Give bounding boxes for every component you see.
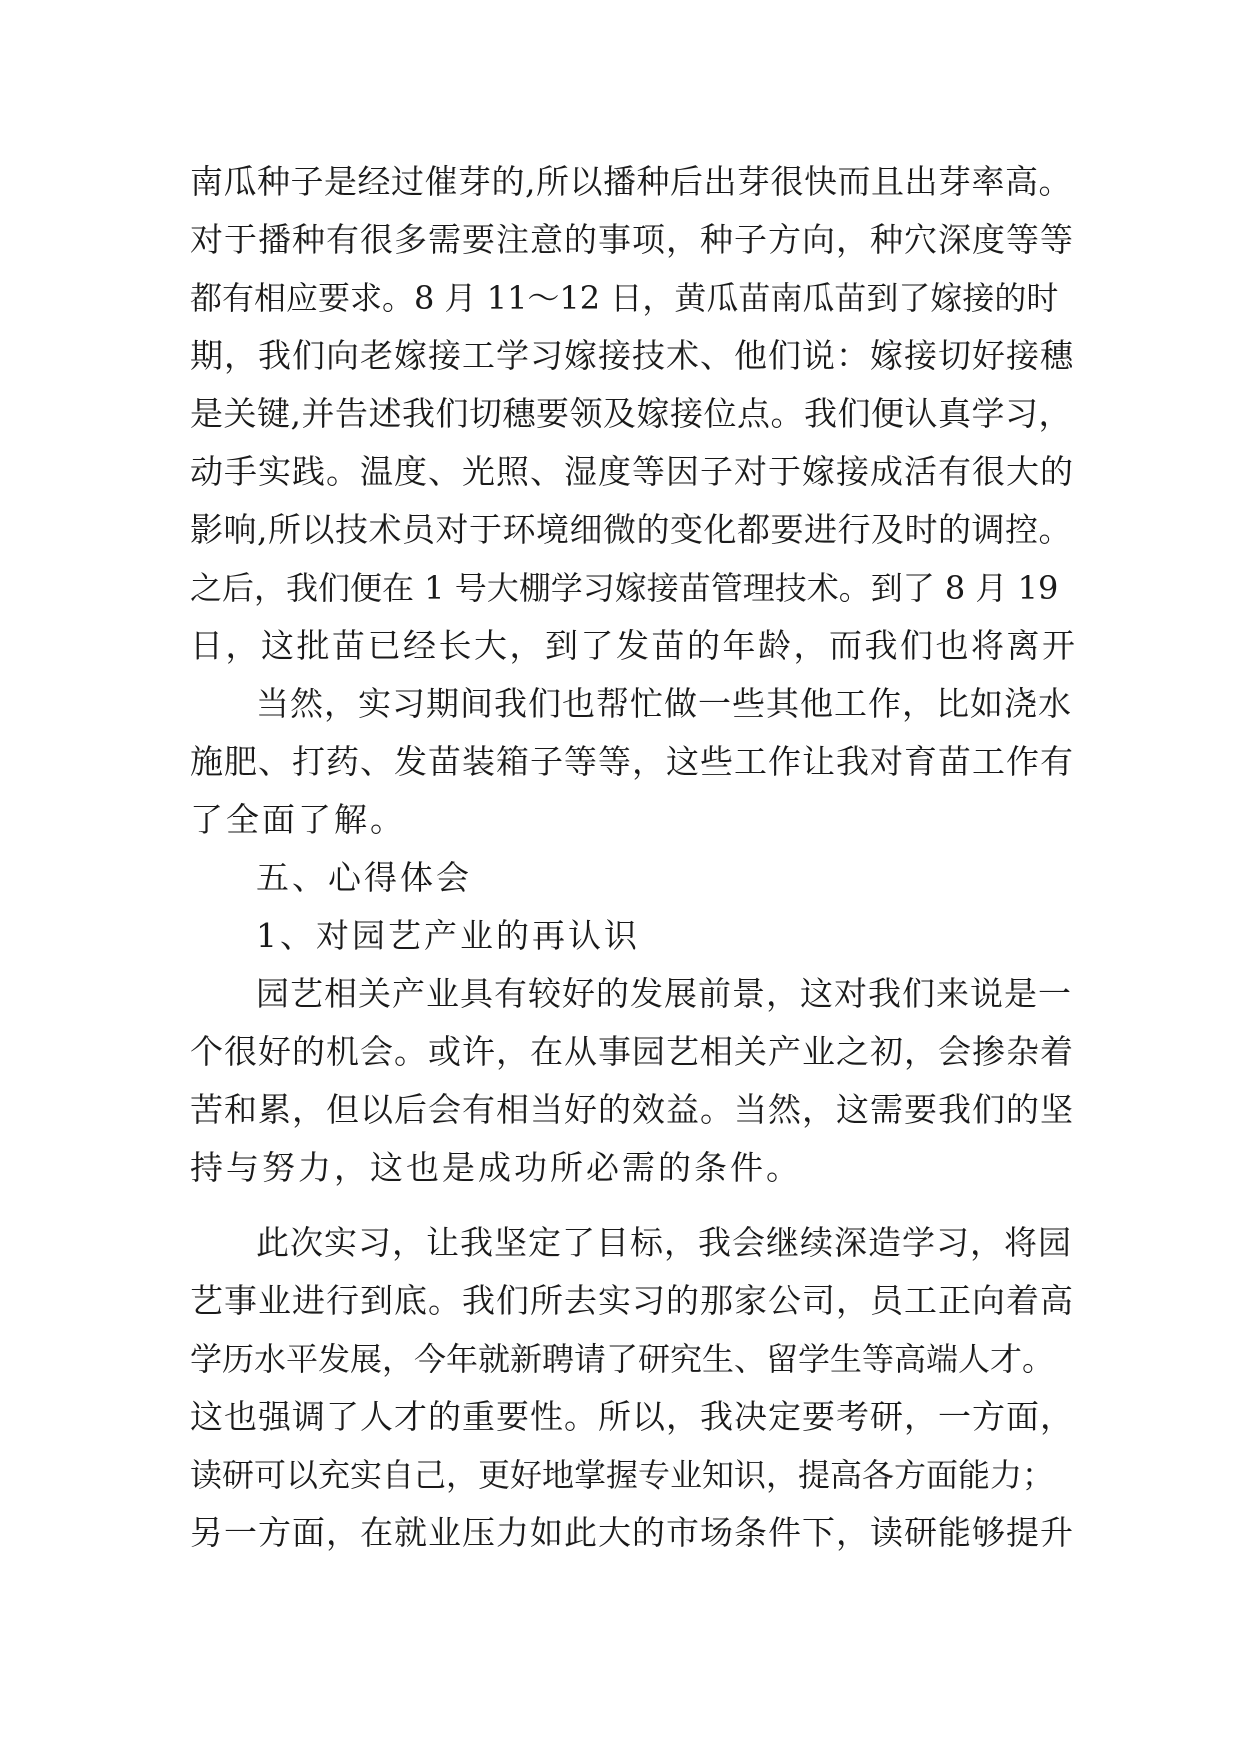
text-line: 苦和累，但以后会有相当好的效益。当然，这需要我们的坚: [190, 1090, 1074, 1129]
paragraph-start-line: 园艺相关产业具有较好的发展前景，这对我们来说是一: [256, 974, 1072, 1013]
text-line: 另一方面，在就业压力如此大的市场条件下，读研能够提升: [190, 1513, 1074, 1552]
text-line: 艺事业进行到底。我们所去实习的那家公司，员工正向着高: [190, 1281, 1074, 1320]
text-line: 日，这批苗已经长大，到了发苗的年龄，而我们也将离开: [190, 626, 1078, 665]
paragraph-start-line: 当然，实习期间我们也帮忙做一些其他工作，比如浇水: [256, 684, 1072, 723]
text-line: 施肥、打药、发苗装箱子等等，这些工作让我对育苗工作有: [190, 742, 1074, 781]
section-heading: 五、心得体会: [256, 858, 472, 897]
text-line: 之后，我们便在 1 号大棚学习嫁接苗管理技术。到了 8 月 19: [190, 569, 1059, 607]
text-line: 期，我们向老嫁接工学习嫁接技术、他们说：嫁接切好接穗: [190, 336, 1074, 375]
text-line: 都有相应要求。8 月 11～12 日，黄瓜苗南瓜苗到了嫁接的时: [190, 279, 1059, 317]
subsection-heading: 1、对园艺产业的再认识: [256, 916, 640, 955]
text-line: 了全面了解。: [190, 800, 406, 839]
text-line: 南瓜种子是经过催芽的,所以播种后出芽很快而且出芽率高。: [190, 162, 1072, 201]
paragraph-start-line: 此次实习，让我坚定了目标，我会继续深造学习，将园: [256, 1223, 1072, 1262]
text-line: 影响,所以技术员对于环境细微的变化都要进行及时的调控。: [190, 510, 1072, 549]
text-line: 读研可以充实自己，更好地掌握专业知识，提高各方面能力；: [190, 1456, 1055, 1494]
text-line: 对于播种有很多需要注意的事项，种子方向，种穴深度等等: [190, 220, 1074, 259]
text-line: 持与努力，这也是成功所必需的条件。: [190, 1148, 802, 1187]
text-line: 是关键,并告述我们切穗要领及嫁接位点。我们便认真学习，: [190, 394, 1072, 433]
text-line: 个很好的机会。或许，在从事园艺相关产业之初，会掺杂着: [190, 1032, 1074, 1071]
text-line: 这也强调了人才的重要性。所以，我决定要考研，一方面，: [190, 1397, 1074, 1436]
text-line: 动手实践。温度、光照、湿度等因子对于嫁接成活有很大的: [190, 452, 1074, 491]
text-line: 学历水平发展，今年就新聘请了研究生、留学生等高端人才。: [190, 1340, 1055, 1378]
